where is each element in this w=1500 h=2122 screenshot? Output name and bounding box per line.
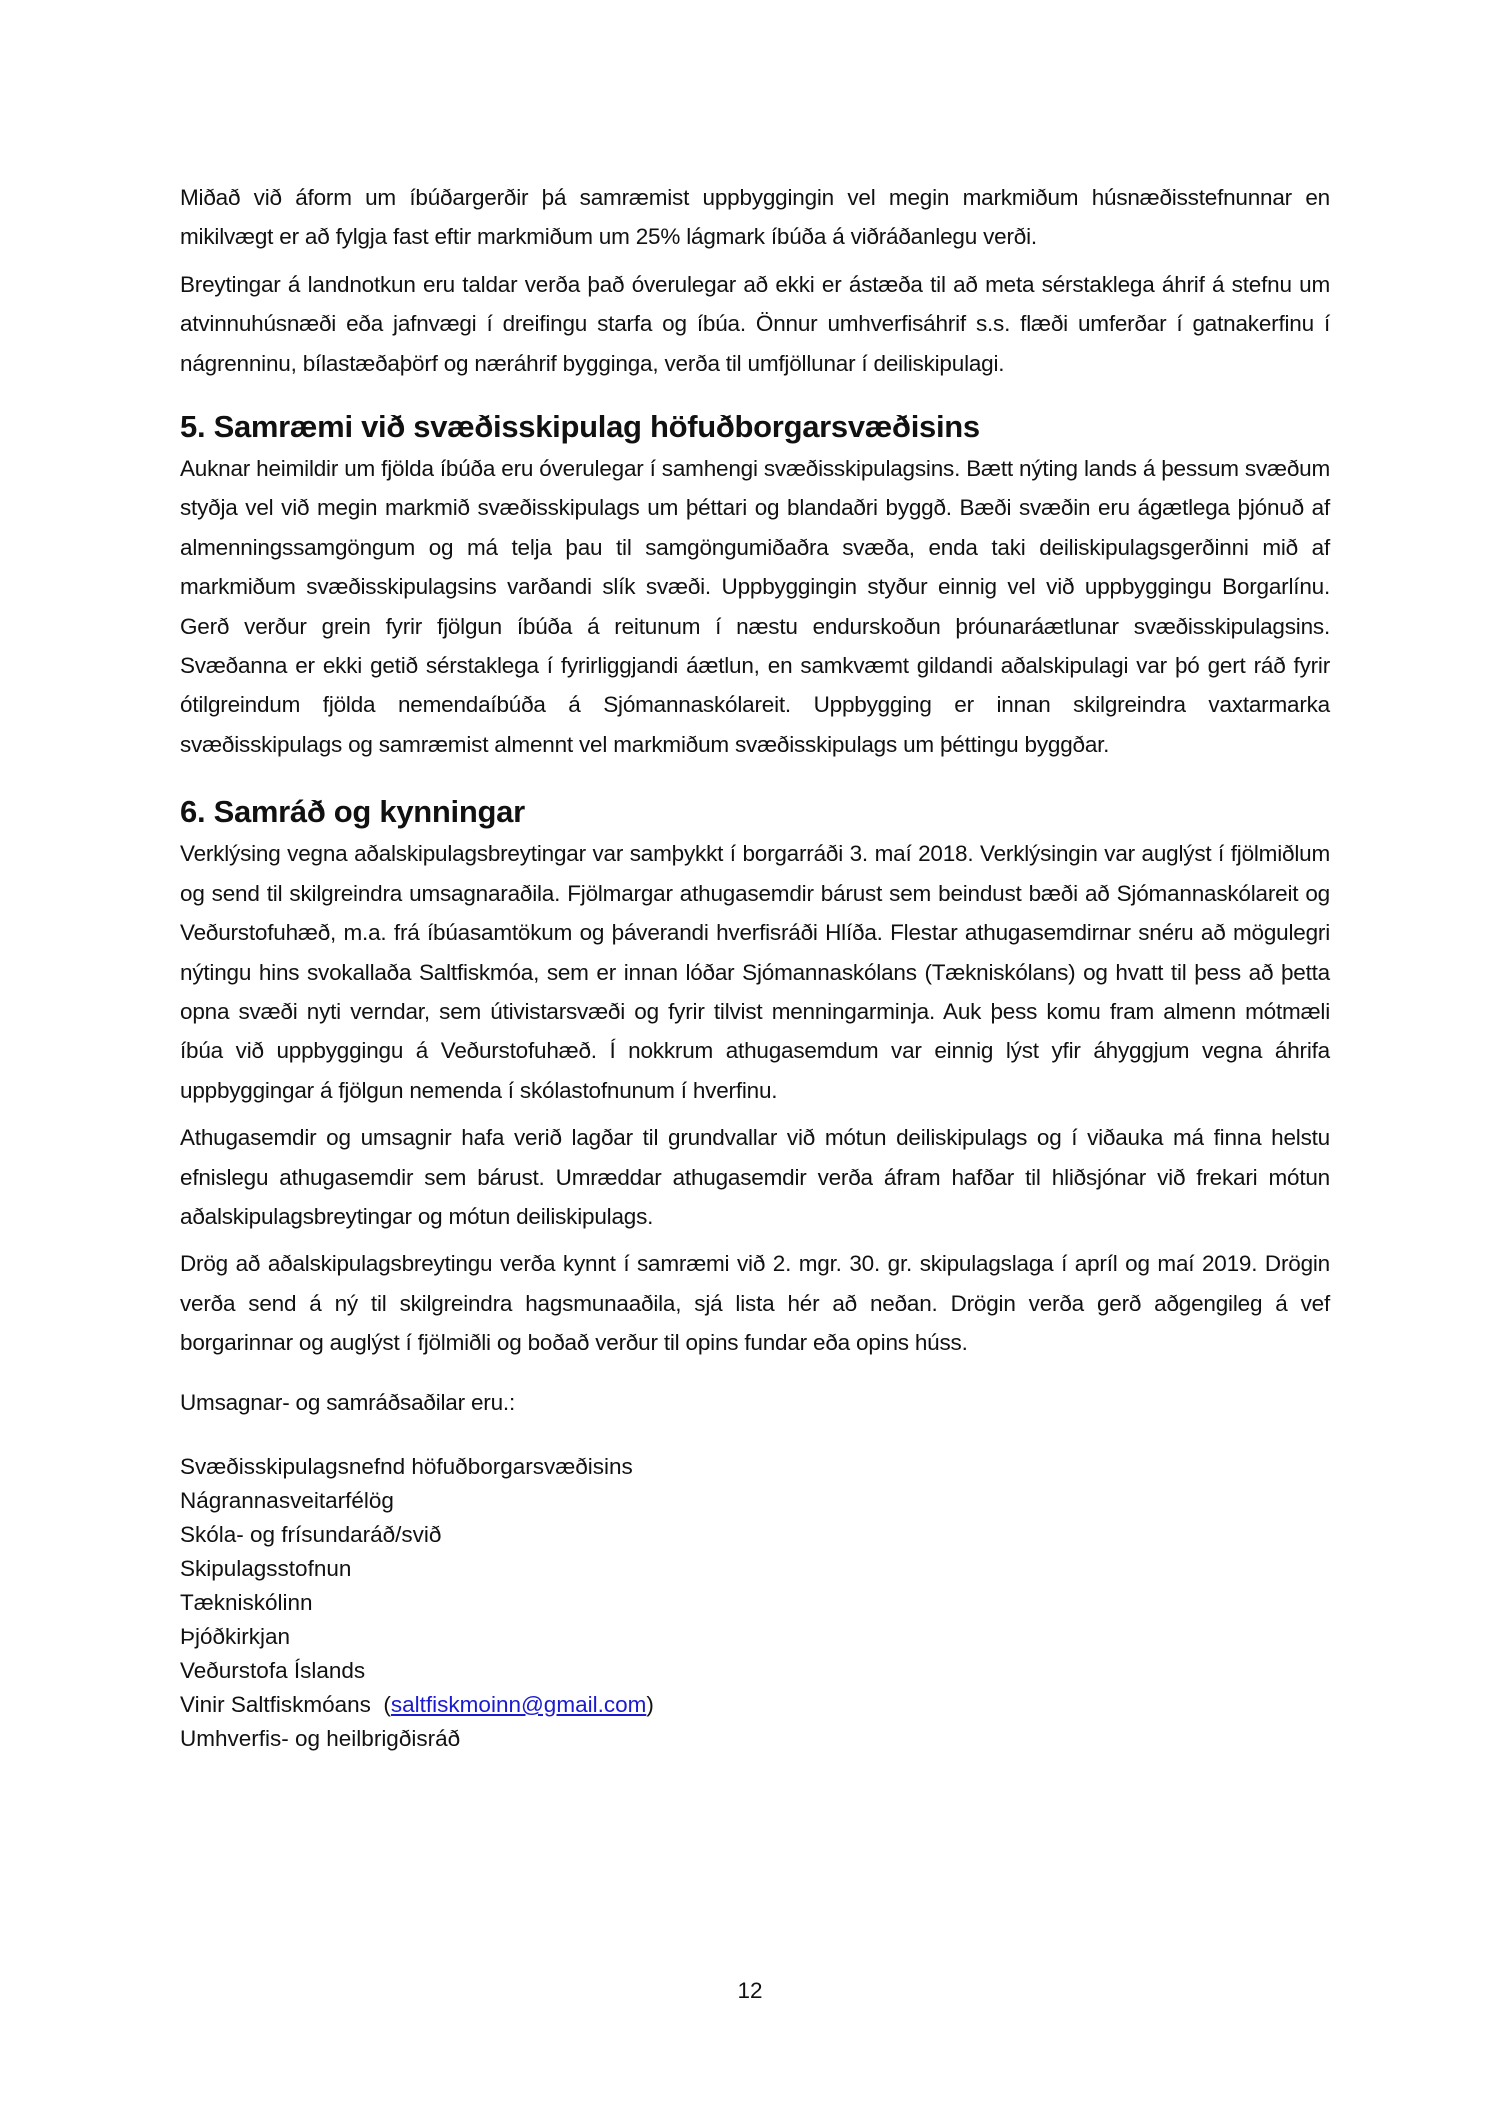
- consultee-item: Umhverfis- og heilbrigðisráð: [180, 1725, 461, 1751]
- consultee-name: Vinir Saltfiskmóans: [180, 1691, 371, 1717]
- email-link[interactable]: saltfiskmoinn@gmail.com: [390, 1691, 647, 1717]
- consultee-item: Skipulagsstofnun: [180, 1555, 352, 1581]
- consultee-item: Veðurstofa Íslands: [180, 1657, 366, 1683]
- intro-paragraph-housing-policy: Miðað við áform um íbúðargerðir þá samræmist uppbyggingin vel megin markmiðum húsnæðisstefnunnar en mikilvægt er að fylgja fast eftir markmiðum um 25% lágmark íbúða á viðráðanlegu verði.: [180, 185, 1330, 250]
- section-6-paragraph-3: Drög að aðalskipulagsbreytingu verða kynnt í samræmi við 2. mgr. 30. gr. skipulagslaga í apríl og maí 2019. Drögin verða send á ný til skilgreindra hagsmunaaðila, sjá lista hér að neðan. Drögin verða gerð aðgengileg á vef borgarinnar og auglýst í fjölmiðli og boðað verður til opins fundar eða opins húss.: [180, 1251, 1330, 1356]
- consultee-item: Nágrannasveitarfélög: [180, 1487, 394, 1513]
- consultee-item: Tækniskólinn: [180, 1589, 313, 1615]
- section-5-heading: 5. Samræmi við svæðisskipulag höfuðborgarsvæðisins: [180, 409, 980, 445]
- open-paren: (: [370, 1691, 391, 1717]
- consultee-item: Þjóðkirkjan: [180, 1623, 291, 1649]
- consultee-item: Skóla- og frísundaráð/svið: [180, 1521, 442, 1547]
- document-page: [180, 178, 1330, 1772]
- consultees-list-intro: Umsagnar- og samráðsaðilar eru.:: [180, 1389, 515, 1415]
- consultee-item-with-email: [180, 1688, 1330, 1722]
- section-6-heading: 6. Samráð og kynningar: [180, 794, 525, 830]
- page-number: 12: [737, 1978, 763, 2003]
- section-6-paragraph-1: Verklýsing vegna aðalskipulagsbreytingar var samþykkt í borgarráði 3. maí 2018. Verklýsingin var auglýst í fjölmiðlum og send til skilgreindra umsagnaraðila. Fjölmargar athugasemdir bárust sem beindust bæði að Sjómannaskólareit og Veðurstofuhæð, m.a. frá íbúasamtökum og þáverandi hverfisráði Hlíða. Flestar athugasemdirnar snéru að mögulegri nýtingu hins svokallaða Saltfiskmóa, sem er innan lóðar Sjómannaskólans (Tækniskólans) og hvatt til þess að þetta opna svæði nyti verndar, sem útivistarsvæði og fyrir tilvist menningarminja. Auk þess komu fram almenn mótmæli íbúa við uppbyggingu á Veðurstofuhæð. Í nokkrum athugasemdum var einnig lýst yfir áhyggjum vegna áhrifa uppbyggingar á fjölgun nemenda í skólastofnunum í hverfinu.: [180, 841, 1330, 1103]
- consultee-item: Svæðisskipulagsnefnd höfuðborgarsvæðisins: [180, 1453, 633, 1479]
- section-6-paragraph-2: Athugasemdir og umsagnir hafa verið lagðar til grundvallar við mótun deiliskipulags og í viðauka má finna helstu efnislegu athugasemdir sem bárust. Umræddar athugasemdir verða áfram hafðar til hliðsjónar við frekari mótun aðalskipulagsbreytingar og mótun deiliskipulags.: [180, 1125, 1330, 1229]
- intro-paragraph-land-use: Breytingar á landnotkun eru taldar verða það óverulegar að ekki er ástæða til að meta sérstaklega áhrif á stefnu um atvinnuhúsnæði eða jafnvægi í dreifingu starfa og íbúa. Önnur umhverfisáhrif s.s. flæði umferðar í gatnakerfinu í nágrenninu, bílastæðaþörf og næráhrif bygginga, verða til umfjöllunar í deiliskipulagi.: [180, 271, 1330, 376]
- close-paren: ): [646, 1691, 654, 1717]
- section-5-paragraph: Auknar heimildir um fjölda íbúða eru óverulegar í samhengi svæðisskipulagsins. Bætt nýting lands á þessum svæðum styðja vel við megin markmið svæðisskipulags um þéttari og blandaðri byggð. Bæði svæðin eru ágætlega þjónuð af almenningssamgöngum og má telja þau til samgöngumiðaðra svæða, enda taki deiliskipulagsgerðinni mið af markmiðum svæðisskipulagsins varðandi slík svæði. Uppbyggingin styður einnig vel við uppbyggingu Borgarlínu. Gerð verður grein fyrir fjölgun íbúða á reitunum í næstu endurskoðun þróunaráætlunar svæðisskipulagsins. Svæðanna er ekki getið sérstaklega í fyrirliggjandi áætlun, en samkvæmt gildandi aðalskipulagi var þó gert ráð fyrir ótilgreindum fjölda nemendaíbúða á Sjómannaskólareit. Uppbygging er innan skilgreindra vaxtarmarka svæðisskipulags og samræmist almennt vel markmiðum svæðisskipulags um þéttingu byggðar.: [180, 456, 1330, 757]
- consultees-list: [180, 1450, 1330, 1756]
